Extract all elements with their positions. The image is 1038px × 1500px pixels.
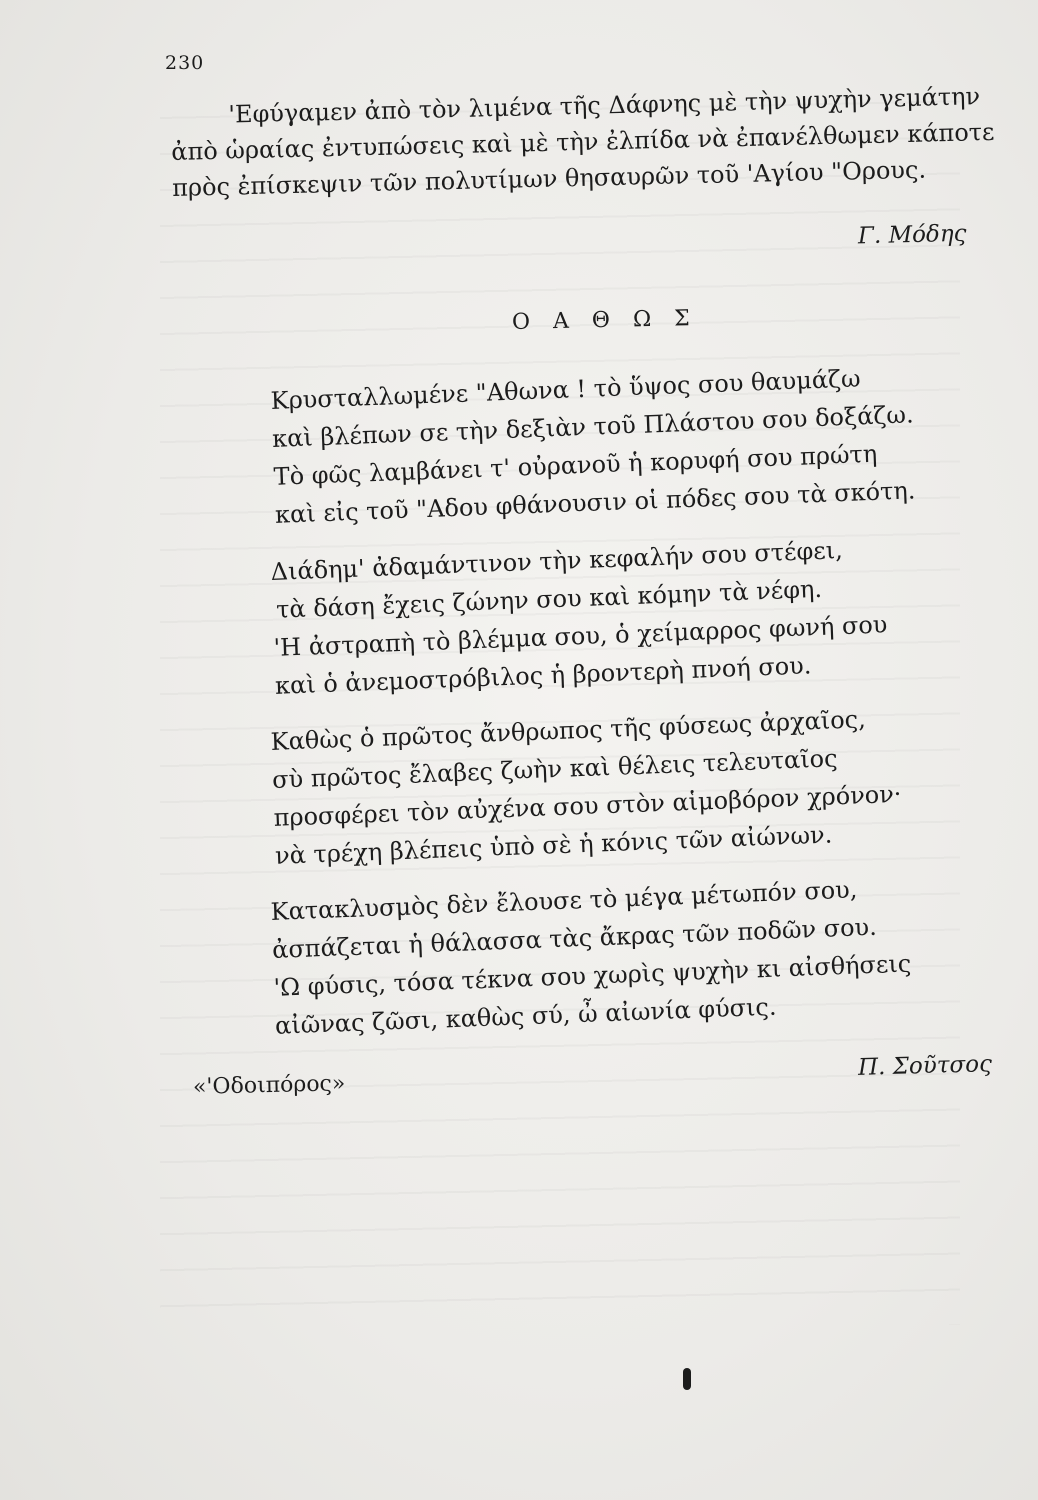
poem-line: σὺ πρῶτος ἔλαβες ζωὴν καὶ θέλεις τελευταῖος bbox=[271, 744, 838, 794]
intro-author: Γ. Μόδης bbox=[857, 220, 967, 250]
poem-stanza-2 bbox=[270, 526, 975, 705]
page-number: 230 bbox=[165, 52, 205, 74]
poem-line: νὰ τρέχη βλέπεις ὑπὸ σὲ ἡ κόνις τῶν αἰώνων. bbox=[274, 820, 833, 870]
poem-line: 'Ω φύσις, τόσα τέκνα σου χωρὶς ψυχὴν κι αἰσθήσεις bbox=[273, 949, 912, 1002]
poem-line: τὰ δάση ἔχεις ζώνην σου καὶ κόμην τὰ νέφη. bbox=[275, 574, 823, 624]
poem-line: Διάδημ' ἀδαμάντινον τὴν κεφαλήν σου στέφει, bbox=[270, 536, 844, 586]
poem-stanza-3 bbox=[270, 696, 975, 875]
poem-stanza-1 bbox=[270, 355, 975, 534]
poem-line: αἰῶνας ζῶσι, καθὼς σύ, ὦ αἰωνία φύσις. bbox=[274, 992, 777, 1040]
poem-line: Κρυσταλλωμένε "Αθωνα ! τὸ ὕψος σου θαυμάζω bbox=[270, 364, 862, 415]
poem-line: Κατακλυσμὸς δὲν ἔλουσε τὸ μέγα μέτωπόν σου, bbox=[270, 875, 858, 926]
intro-line: ἀπὸ ὡραίας ἐντυπώσεις καὶ μὲ τὴν ἐλπίδα νὰ ἐπανέλθωμεν κάποτε bbox=[170, 117, 995, 166]
poem-line: καὶ ὁ ἀνεμοστρόβιλος ἡ βροντερὴ πνοή σου. bbox=[274, 651, 812, 700]
poem-line: 'Η ἀστραπὴ τὸ βλέμμα σου, ὁ χείμαρρος φωνή σου bbox=[273, 610, 888, 662]
ink-mark bbox=[683, 1368, 691, 1390]
intro-line: πρὸς ἐπίσκεψιν τῶν πολυτίμων θησαυρῶν τοῦ 'Αγίου "Ορους. bbox=[171, 155, 927, 202]
poem-stanza-4 bbox=[270, 866, 975, 1045]
poem-author: Π. Σοῦτσος bbox=[857, 1051, 993, 1081]
poem-title: Ο Α Θ Ω Σ bbox=[511, 306, 698, 335]
poem-line: καὶ βλέπων σε τὴν δεξιὰν τοῦ Πλάστου σου δοξάζω. bbox=[271, 400, 915, 453]
poem-line: ἀσπάζεται ἡ θάλασσα τὰς ἄκρας τῶν ποδῶν σου. bbox=[271, 912, 878, 964]
poem-line: προσφέρει τὸν αὐχένα σου στὸν αἱμοβόρον χρόνον· bbox=[273, 779, 902, 832]
poem-line: Καθὼς ὁ πρῶτος ἄνθρωπος τῆς φύσεως ἀρχαῖος, bbox=[270, 705, 867, 756]
intro-line: 'Εφύγαμεν ἀπὸ τὸν λιμένα τῆς Δάφνης μὲ τὴν ψυχὴν γεμάτην bbox=[228, 82, 981, 129]
poem-line: Τὸ φῶς λαμβάνει τ' οὐρανοῦ ἡ κορυφή σου πρώτη bbox=[273, 439, 878, 491]
intro-paragraph bbox=[170, 78, 995, 206]
poem-line: καὶ εἰς τοῦ "Αδου φθάνουσιν οἱ πόδες σου τὰ σκότη. bbox=[274, 476, 916, 529]
poem-source: «'Οδοιπόρος» bbox=[192, 1071, 346, 1100]
